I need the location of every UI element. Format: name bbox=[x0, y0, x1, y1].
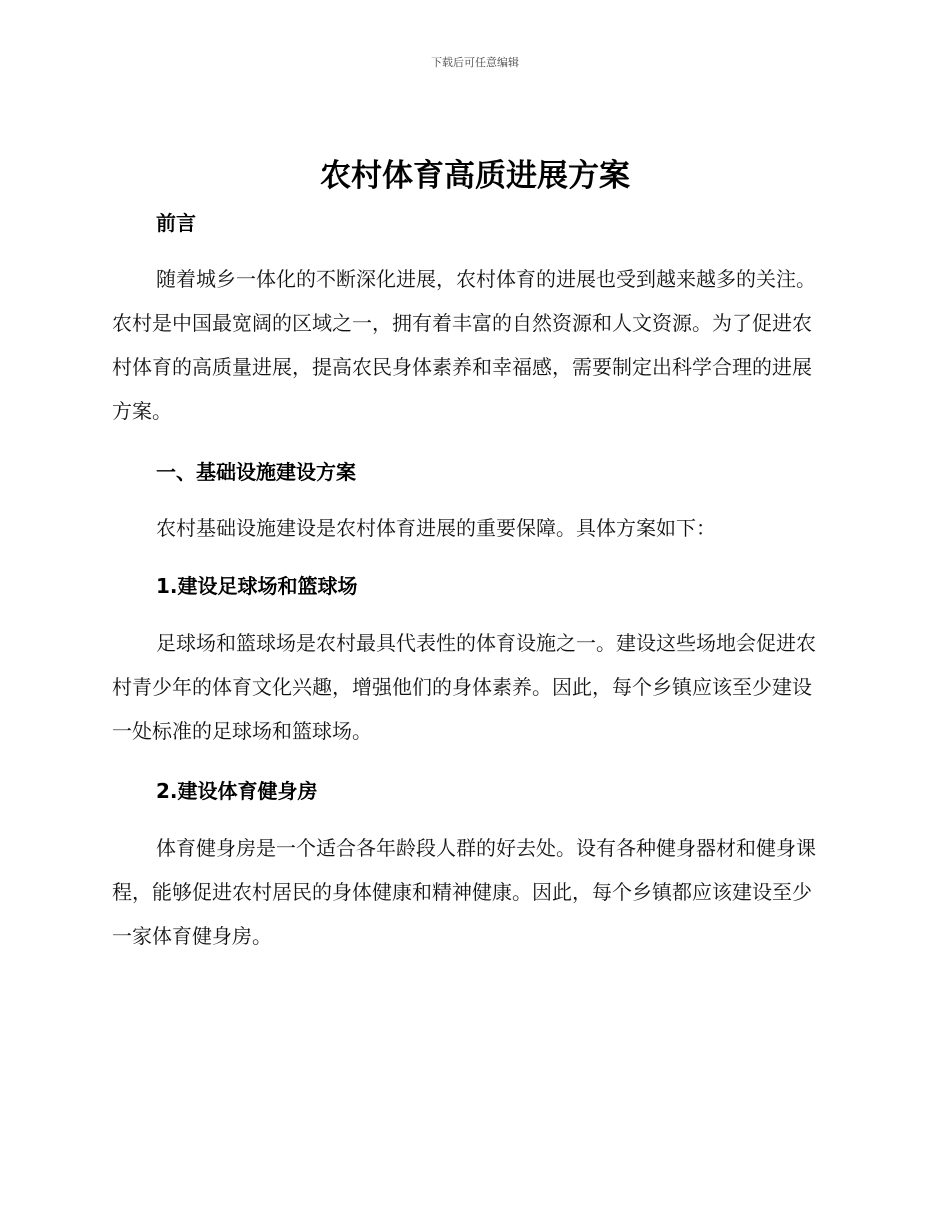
preface-heading: 前言 bbox=[156, 211, 196, 235]
subsection-2-paragraph: 体育健身房是一个适合各年龄段人群的好去处。设有各种健身器材和健身课程，能够促进农村居民的身体健康和精神健康。因此，每个乡镇都应该建设至少一家体育健身房。 bbox=[112, 836, 816, 948]
header-note: 下载后可任意编辑 bbox=[431, 56, 519, 69]
subsection-1-paragraph: 足球场和篮球场是农村最具代表性的体育设施之一。建设这些场地会促进农村青少年的体育文化兴趣，增强他们的身体素养。因此，每个乡镇应该至少建设一处标准的足球场和篮球场。 bbox=[112, 631, 816, 743]
preface-paragraph: 随着城乡一体化的不断深化进展，农村体育的进展也受到越来越多的关注。农村是中国最宽阔的区域之一，拥有着丰富的自然资源和人文资源。为了促进农村体育的高质量进展，提高农民身体素养和幸福感，需要制定出科学合理的进展方案。 bbox=[112, 267, 816, 423]
document-title: 农村体育高质进展方案 bbox=[320, 158, 630, 194]
section-1-paragraph: 农村基础设施建设是农村体育进展的重要保障。具体方案如下： bbox=[156, 516, 716, 540]
section-1-heading: 一、基础设施建设方案 bbox=[156, 460, 356, 484]
subsection-2-heading: 2.建设体育健身房 bbox=[156, 779, 318, 803]
subsection-1-heading: 1.建设足球场和篮球场 bbox=[156, 574, 358, 598]
